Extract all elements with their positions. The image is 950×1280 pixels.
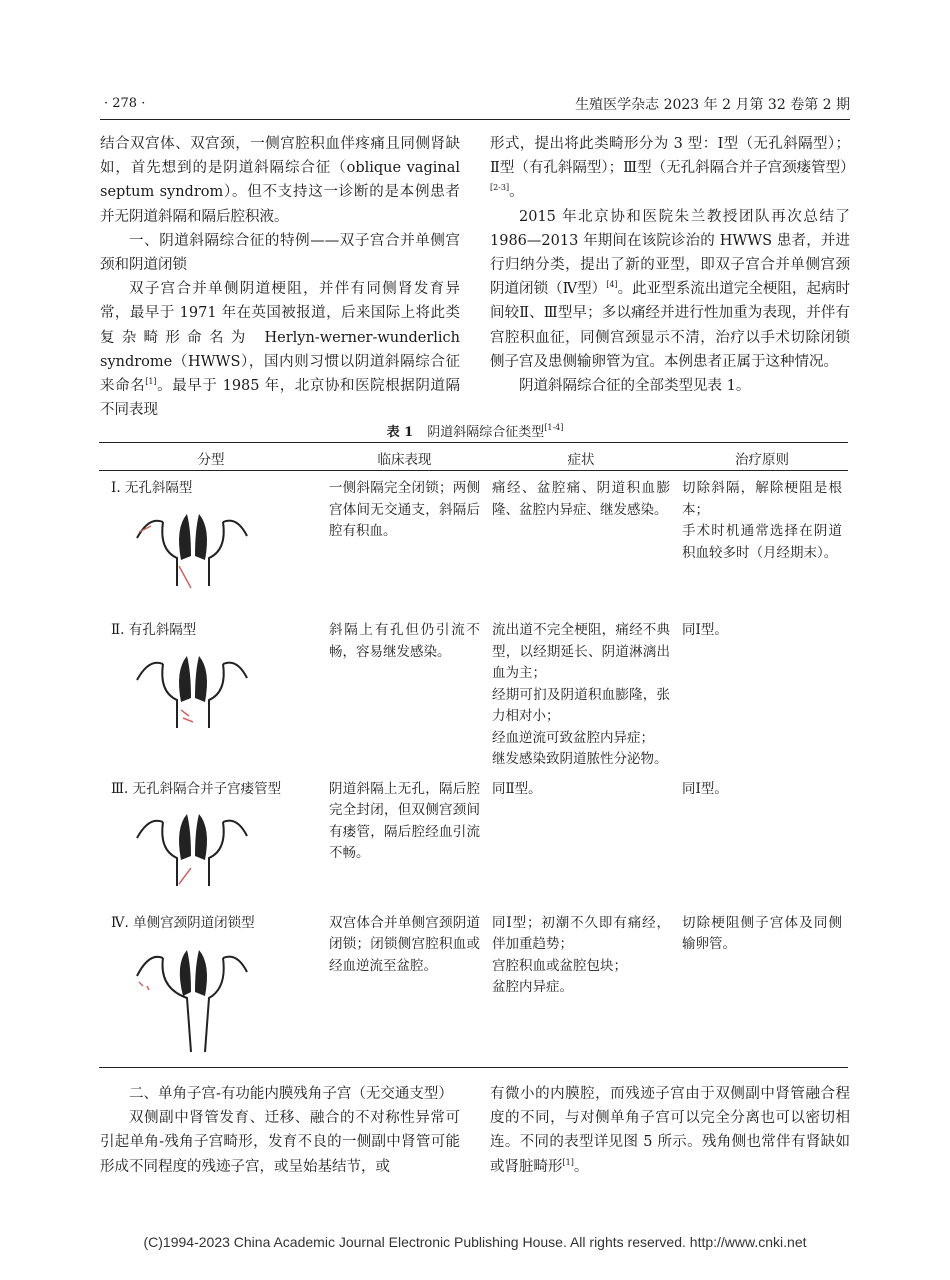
paragraph: 结合双宫体、双宫颈，一侧宫腔积血伴疼痛且同侧肾缺如，首先想到的是阴道斜隔综合征（oblique vaginal septum syndrom）。但不支持这一诊断的是本例患者并无阴道斜隔和隔后腔积液。 — [100, 136, 460, 225]
paragraph: 双侧副中肾管发育、迁移、融合的不对称性异常可引起单角-残角子宫畸形，发育不良的一侧副中肾管可能形成不同程度的残迹子宫，或呈始基结节，或 — [100, 1110, 460, 1175]
clinical-cell: 斜隔上有孔但仍引流不畅，容易继发感染。 — [329, 622, 480, 660]
citation[interactable]: [2-3] — [490, 183, 510, 193]
citation[interactable]: [4] — [606, 280, 618, 290]
syndrome-type-table — [99, 446, 848, 1075]
treatment-cell: 同Ⅰ型。 — [682, 622, 728, 638]
table-row — [99, 470, 848, 612]
symptoms-cell: 痛经、盆腔痛、阴道积血膨隆、盆腔内异症、继发感染。 — [492, 480, 670, 518]
table-header: 分型 — [197, 452, 225, 468]
left-column — [100, 132, 460, 422]
type-label: Ⅳ. 单侧宫颈阴道闭锁型 — [111, 914, 255, 931]
uterus-diagram-type2 — [129, 650, 259, 738]
table-header: 症状 — [567, 452, 595, 468]
page-number: · 278 · — [104, 96, 146, 111]
uterus-diagram-type1 — [129, 508, 259, 596]
treatment-cell: 切除斜隔，解除梗阻是根本； 手术时机通常选择在阴道积血较多时（月经期末）。 — [682, 480, 842, 561]
table-header: 临床表现 — [377, 452, 432, 468]
paragraph: 双子宫合并单侧阴道梗阻，并伴有同侧肾发育异常，最早于 1971 年在英国被报道，后来国际上将此类复杂畸形命名为 Herlyn-werner-wunderlich syndrome（HWWS），国内则习惯以阴道斜隔综合征来命名[1]。最早于 1985 年，北京协和医院根据阴道隔不同表现 — [100, 281, 461, 419]
uterus-diagram-type4 — [129, 942, 259, 1062]
type-label: Ⅲ. 无孔斜隔合并子宫瘘管型 — [111, 780, 282, 797]
section-heading-1: 一、阴道斜隔综合征的特例——双子宫合并单侧宫颈和阴道闭锁 — [100, 232, 460, 274]
symptoms-cell: 同Ⅱ型。 — [492, 780, 542, 797]
bottom-right-column — [490, 1082, 850, 1179]
type-label: Ⅰ. 无孔斜隔型 — [111, 480, 193, 496]
paragraph: 阴道斜隔综合征的全部类型见表 1。 — [519, 378, 751, 395]
paragraph: 2015 年北京协和医院朱兰教授团队再次总结了 1986—2013 年期间在该院诊治的 HWWS 患者，并进行归纳分类，提出了新的亚型，即双子宫合并单侧宫颈阴道闭锁（Ⅳ型）[4]。此亚型系流出道完全梗阻，起病时间较Ⅱ、Ⅲ型早；多以痛经并进行性加重为表现，并伴有宫腔积血征，同侧宫颈显示不清，治疗以手术切除闭锁侧子宫及患侧输卵管为宜。本例患者正属于这种情况。 — [490, 208, 850, 370]
right-column — [490, 132, 855, 398]
treatment-cell: 切除梗阻侧子宫体及同侧输卵管。 — [682, 914, 842, 952]
copyright-footer: (C)1994-2023 China Academic Journal Electronic Publishing House. All rights reserved. http://www.cnki.net — [143, 1234, 807, 1250]
uterus-diagram-type3 — [129, 808, 259, 896]
citation[interactable]: [1-4] — [544, 423, 564, 432]
table-row — [99, 771, 848, 905]
table-top-rule — [99, 442, 848, 443]
type-label: Ⅱ. 有孔斜隔型 — [111, 622, 197, 638]
treatment-cell: 同Ⅰ型。 — [682, 780, 728, 797]
table-header: 治疗原则 — [735, 452, 789, 468]
table-row — [99, 612, 848, 771]
paragraph: 形式，提出将此类畸形分为 3 型：Ⅰ型（无孔斜隔型）；Ⅱ型（有孔斜隔型）；Ⅲ型（无孔斜隔合并子宫颈瘘管型）[2-3]。 — [490, 136, 855, 201]
paragraph: 有微小的内膜腔，而残迹子宫由于双侧副中肾管融合程度的不同，与对侧单角子宫可以完全分离也可以密切相连。不同的表型详见图 5 所示。残角侧也常伴有肾缺如或肾脏畸形[1]。 — [490, 1086, 850, 1175]
symptoms-cell: 同Ⅰ型；初潮不久即有痛经，伴加重趋势； 宫腔积血或盆腔包块； 盆腔内异症。 — [492, 914, 670, 995]
journal-header: 生殖医学杂志 2023 年 2 月第 32 卷第 2 期 — [575, 97, 850, 113]
clinical-cell: 双宫体合并单侧宫颈阴道闭锁；闭锁侧宫腔积血或经血逆流至盆腔。 — [329, 914, 480, 974]
section-heading-2: 二、单角子宫-有功能内膜残角子宫（无交通支型） — [129, 1086, 453, 1102]
table-caption: 表 1 阴道斜隔综合征类型[1-4] — [386, 423, 564, 440]
clinical-cell: 阴道斜隔上无孔，隔后腔完全封闭，但双侧宫颈间有瘘管，隔后腔经血引流不畅。 — [329, 780, 480, 861]
bottom-left-column — [100, 1082, 460, 1179]
header-rule — [100, 119, 850, 120]
table-row — [99, 905, 848, 1075]
citation[interactable]: [1] — [145, 377, 157, 387]
clinical-cell: 一侧斜隔完全闭锁；两侧宫体间无交通支，斜隔后腔有积血。 — [329, 480, 480, 539]
citation[interactable]: [1] — [562, 1157, 574, 1167]
symptoms-cell: 流出道不完全梗阻，痛经不典型，以经期延长、阴道淋漓出血为主； 经期可扪及阴道积血膨隆，张力相对小； 经血逆流可致盆腔内异症； 继发感染致阴道脓性分泌物。 — [492, 622, 670, 767]
